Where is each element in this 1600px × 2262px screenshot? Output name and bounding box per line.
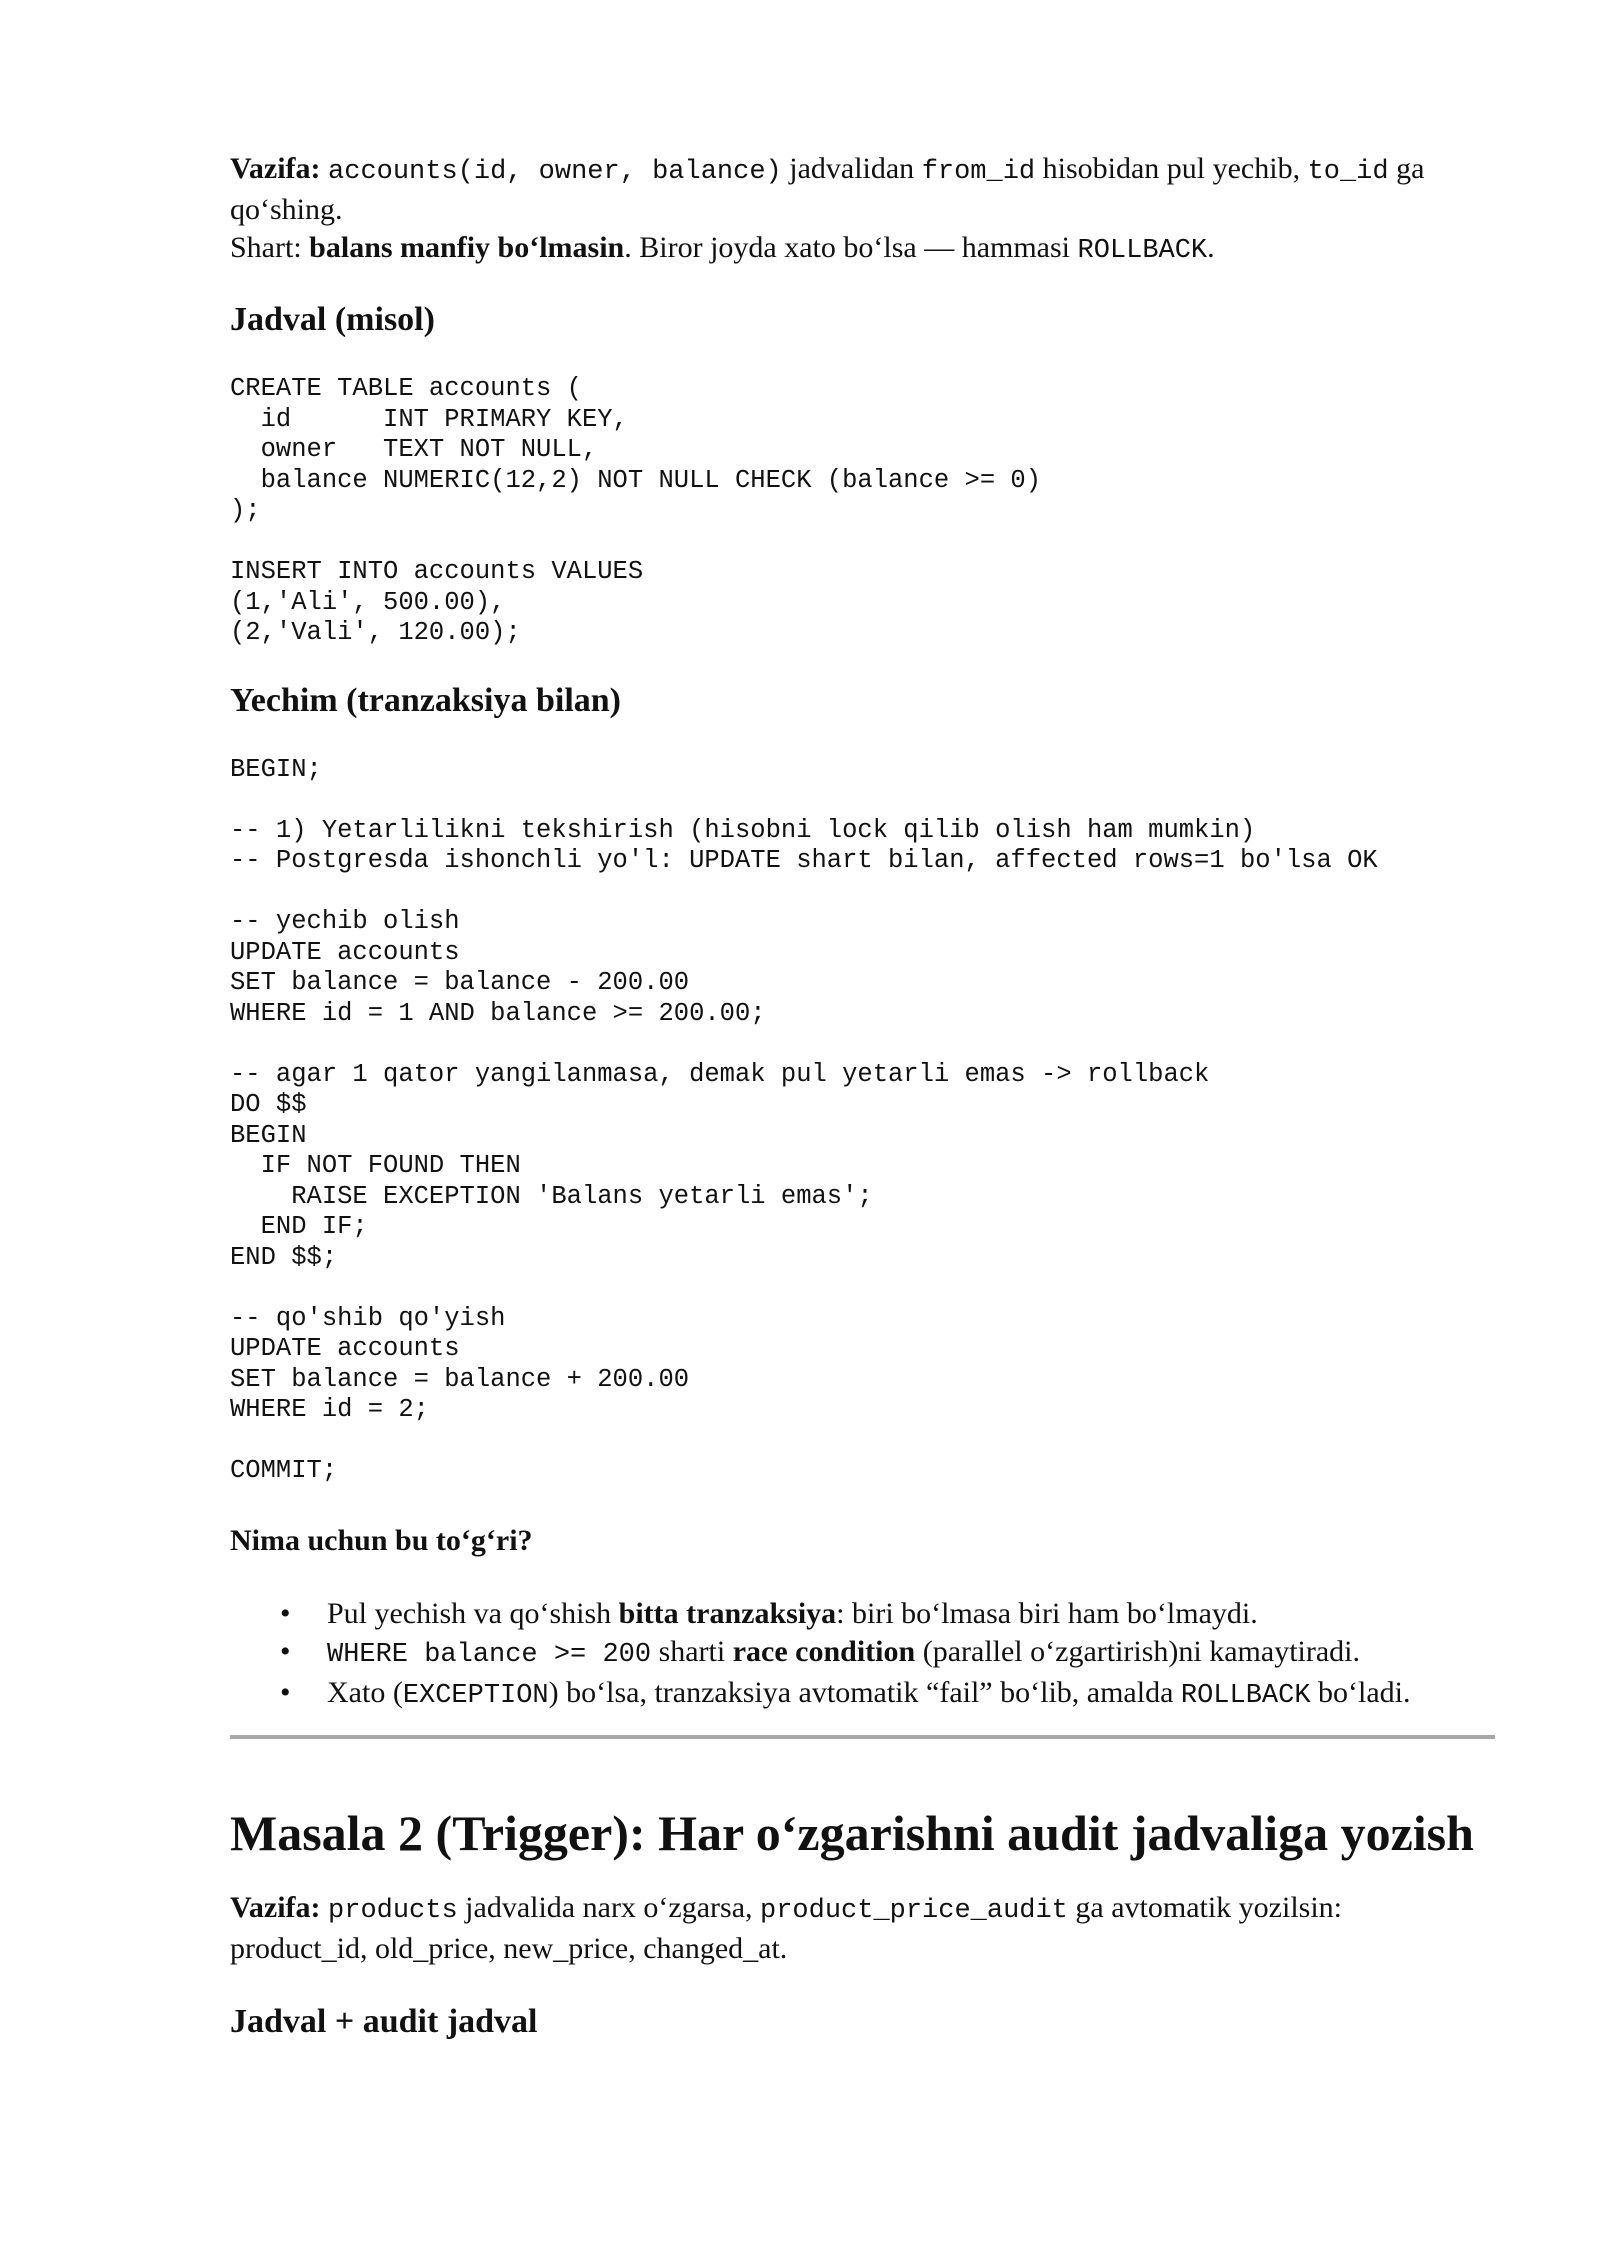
list-item [230,1595,1495,1633]
text: (parallel o‘zgartirish)ni kamaytiradi. [922,1634,1361,1668]
text: sharti [658,1634,726,1668]
text: ga avtomatik yozilsin: [1075,1890,1343,1924]
text: Shart: [230,231,302,264]
text: ga qo‘shing. [230,152,1425,226]
text: jadvalida narx o‘zgarsa, [465,1890,753,1924]
text: ) bo‘lsa, tranzaksiya avtomatik “fail” bo‘lib, amalda [548,1675,1174,1709]
task1-paragraph [230,150,1495,229]
text: Xato ( [327,1675,403,1709]
text: : biri bo‘lmasa biri ham bo‘lmaydi. [836,1596,1258,1630]
section-heading: Jadval (misol) [230,301,435,338]
section-heading: Jadval + audit jadval [230,2002,538,2040]
code-block-solution: BEGIN; -- 1) Yetarlilikni tekshirish (hisobni lock qilib olish ham mumkin) -- Postgresda ishonchli yo'l: UPDATE shart bilan, affected rows=1 bo'lsa OK -- yechib olish UPDATE accounts SET balance = balance - 200.00 WHERE id = 1 AND balance >= 200.00; -- agar 1 qator yangilanmasa, demak pul yetarli emas -> rollback DO $$ BEGIN IF NOT FOUND THEN RAISE EXCEPTION 'Balans yetarli emas'; END IF; END $$; -- qo'shib qo'yish UPDATE accounts SET balance = balance + 200.00 WHERE id = 2; COMMIT; [230,754,1378,1485]
condition-paragraph [230,229,1495,270]
horizontal-divider [230,1735,1495,1739]
inline-code: ROLLBACK [1180,1680,1311,1711]
bold-text: balans manfiy bo‘lmasin [309,231,625,264]
bold-text: race condition [732,1634,916,1668]
inline-code: products [328,1895,458,1926]
list-item [230,1633,1495,1674]
inline-code: accounts(id, owner, balance) [328,157,782,187]
task2-paragraph [230,1889,1495,1968]
text: . Biror joyda xato bo‘lsa — hammasi [624,231,1071,264]
section-heading: Yechim (tranzaksiya bilan) [230,681,621,719]
inline-code: from_id [921,157,1036,187]
bullet-list [230,1595,1495,1715]
text: jadvalidan [789,152,915,185]
inline-code: ROLLBACK [1077,236,1208,266]
text: . [1207,231,1215,264]
inline-code: to_id [1307,157,1389,187]
text: Pul yechish va qo‘shish [327,1596,612,1630]
text: hisobidan pul yechib, [1042,152,1301,185]
inline-code: EXCEPTION [402,1680,549,1711]
task-label: Vazifa: [230,152,321,185]
inline-code: WHERE balance >= 200 [327,1639,652,1670]
section2-title: Masala 2 (Trigger): Har o‘zgarishni audit jadvaliga yozish [230,1804,1474,1861]
text: bo‘ladi. [1318,1675,1411,1709]
document-page [230,150,1495,2042]
code-block-table: CREATE TABLE accounts ( id INT PRIMARY KEY, owner TEXT NOT NULL, balance NUMERIC(12,2) NOT NULL CHECK (balance >= 0) ); INSERT INTO accounts VALUES (1,'Ali', 500.00), (2,'Vali', 120.00); [230,374,1042,647]
inline-code: product_price_audit [760,1895,1068,1926]
list-item [230,1674,1495,1715]
section-heading: Nima uchun bu to‘g‘ri? [230,1523,533,1557]
text: product_id, old_price, new_price, changed_at. [230,1931,788,1965]
bold-text: bitta tranzaksiya [618,1596,837,1630]
task-label: Vazifa: [230,1890,321,1924]
